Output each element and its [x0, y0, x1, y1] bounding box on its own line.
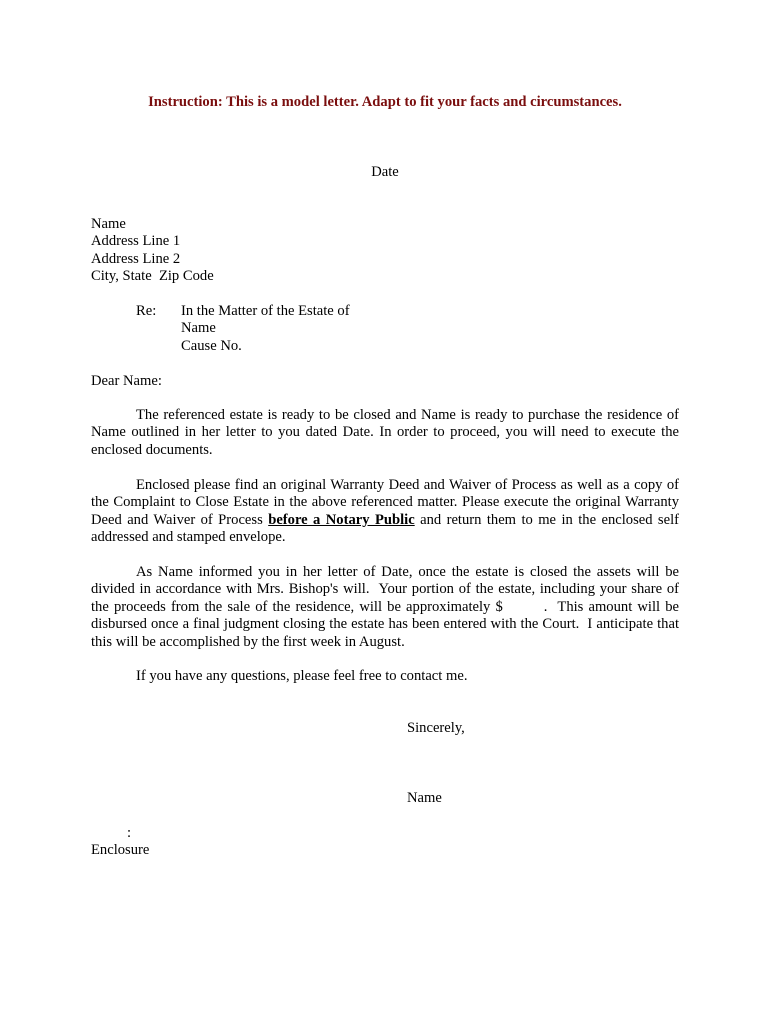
- body-paragraph-3: As Name informed you in her letter of Date, once the estate is closed the assets will be divided in accordance with Mrs. Bishop's will. Your portion of the estate, including your share of the proceeds from the sale of the residence, will be approximately $ . This amount will be disbursed once a final judgment closing the estate has been entered with the Court. I anticipate that this will be accomplished by the first week in August.: [91, 564, 683, 650]
- closing: Sincerely,: [407, 720, 465, 736]
- instruction-note: Instruction: This is a model letter. Adapt to fit your facts and circumstances.: [148, 94, 622, 110]
- re-line-2: Name: [181, 320, 216, 337]
- recipient-address-block: [91, 216, 214, 286]
- body-paragraph-1: The referenced estate is ready to be closed and Name is ready to purchase the residence of Name outlined in her letter to you dated Date. In order to proceed, you will need to execute the enclosed documents.: [91, 407, 679, 458]
- re-subject-block: [181, 303, 350, 355]
- signer-name: Name: [407, 790, 442, 806]
- recipient-address-line-2: Address Line 2: [91, 250, 181, 267]
- body-paragraph-4: If you have any questions, please feel free to contact me.: [136, 668, 468, 684]
- recipient-address-line-1: Address Line 1: [91, 233, 181, 250]
- recipient-name: Name: [91, 216, 126, 232]
- enclosure-notation: Enclosure: [91, 842, 150, 858]
- paragraph-2-text-before: Enclosed please find an original Warranty Deed and Waiver of Process as well as a copy of the Complaint to Close Estate in the above referenced matter. Please execute the original Warranty Deed and Waiver of Process: [91, 477, 679, 528]
- body-paragraph-2: [91, 477, 679, 547]
- re-label: Re:: [136, 303, 157, 319]
- recipient-city-state-zip: City, State Zip Code: [91, 268, 214, 285]
- paragraph-2-text-after: and return them to me in the enclosed self addressed and stamped envelope.: [91, 511, 680, 546]
- salutation: Dear Name:: [91, 373, 162, 389]
- initials-colon: :: [127, 825, 132, 841]
- notary-emphasis: before a Notary Public: [268, 511, 415, 528]
- re-line-1: In the Matter of the Estate of: [181, 303, 350, 319]
- re-line-3: Cause No.: [181, 337, 242, 354]
- letter-date: Date: [371, 164, 399, 180]
